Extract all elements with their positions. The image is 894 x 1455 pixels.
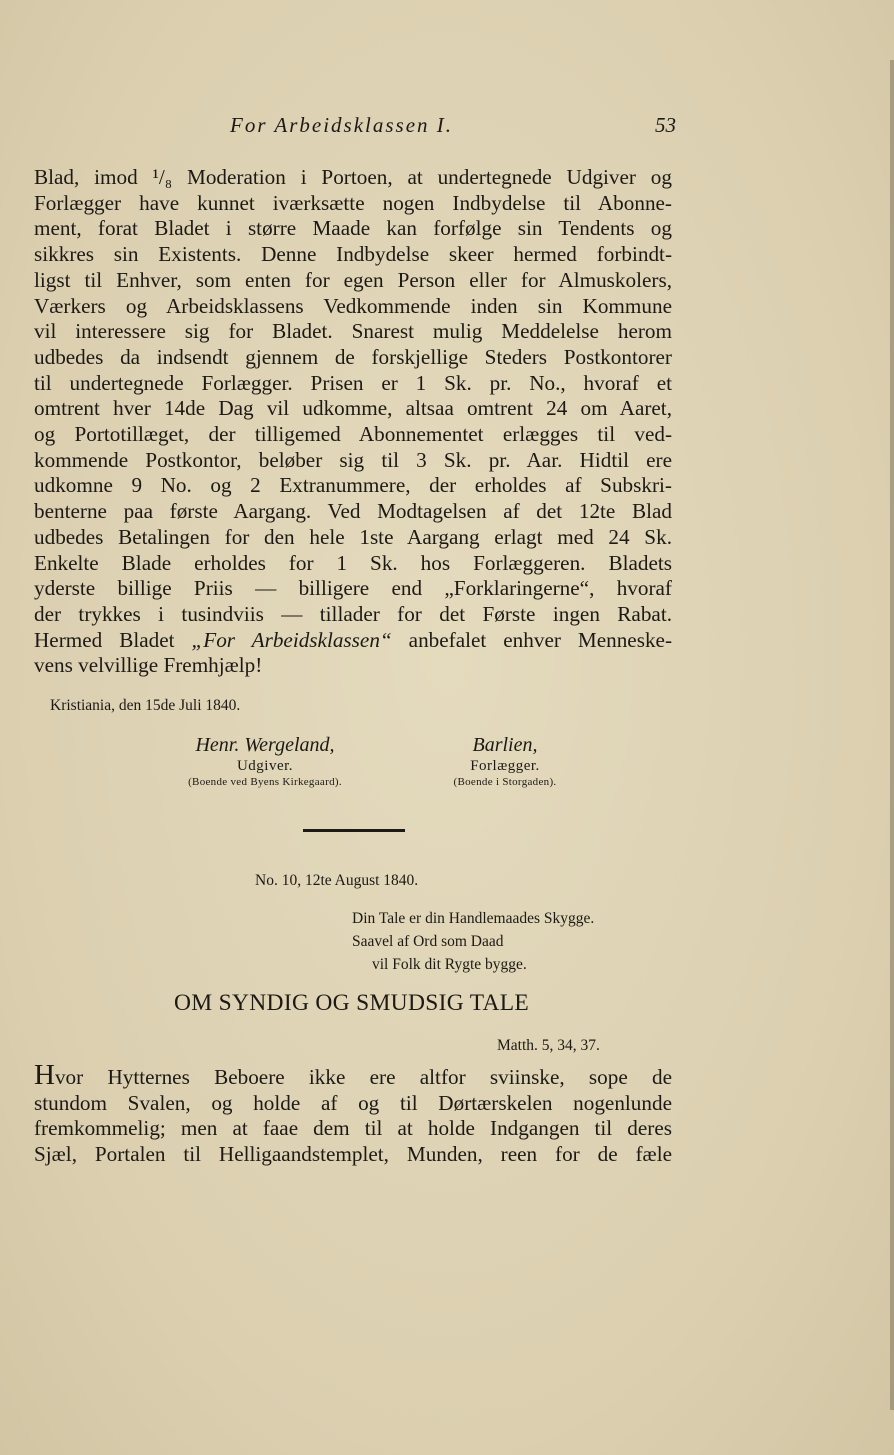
text-line: yderste billige Priis — billigere end „Forklaringerne“, hvoraf <box>34 576 672 601</box>
text-line: udbedes Betalingen for den hele 1ste Aargang erlagt med 24 Sk. <box>34 524 672 549</box>
text-line: Blad, imod ¹/₈ Moderation i Portoen, at undertegnede Udgiver og <box>34 165 672 189</box>
page-number: 53 <box>655 113 676 137</box>
section-divider <box>303 829 405 832</box>
text-line: ligst til Enhver, som enten for egen Person eller for Almuskolers, <box>34 267 672 292</box>
text-line <box>34 1059 672 1091</box>
text-line: kommende Postkontor, beløber sig til 3 Sk. pr. Aar. Hidtil ere <box>34 447 672 472</box>
section-title: OM SYNDIG OG SMUDSIG TALE <box>174 990 530 1016</box>
signature-role: Forlægger. <box>470 758 540 774</box>
text-line: vil interessere sig for Bladet. Snarest mulig Meddelelse herom <box>34 319 672 344</box>
page-header <box>230 113 676 141</box>
text-line <box>34 628 672 654</box>
text-line: sikkres sin Existents. Denne Indbydelse skeer hermed forbindt- <box>34 242 672 267</box>
text-line: udbedes da indsendt gjennem de forskjellige Steders Postkontorer <box>34 344 672 369</box>
page-edge-shadow <box>890 60 894 1410</box>
text-line: Værkers og Arbeidsklassens Vedkommende inden sin Kommune <box>34 293 672 318</box>
text-line: omtrent hver 14de Dag vil udkomme, altsaa omtrent 24 om Aaret, <box>34 396 672 421</box>
announcement-paragraph <box>34 165 672 679</box>
text-line: vens velvillige Fremhjælp! <box>34 653 263 678</box>
motto <box>352 907 594 976</box>
text-segment: vor Hytternes Beboere ikke ere altfor sviinske, sope de <box>54 1065 672 1089</box>
signature-address: (Boende i Storgaden). <box>453 776 557 788</box>
signature-name: Barlien, <box>472 734 538 756</box>
text-line: fremkommelig; men at faae dem til at holde Indgangen til deres <box>34 1116 672 1141</box>
text-line: udkomne 9 No. og 2 Extranummere, der erholdes af Subskri- <box>34 473 672 498</box>
scripture-reference: Matth. 5, 34, 37. <box>497 1037 600 1054</box>
text-line: og Portotillæget, der tilligemed Abonnementet erlægges til ved- <box>34 422 672 447</box>
text-line: til undertegnede Forlægger. Prisen er 1 Sk. pr. No., hvoraf et <box>34 370 672 395</box>
signature-printer <box>400 733 610 789</box>
text-line: ment, forat Bladet i større Maade kan forfølge sin Tendents og <box>34 216 672 241</box>
essay-paragraph <box>34 1059 672 1168</box>
text-line: benterne paa første Aargang. Ved Modtagelsen af det 12te Blad <box>34 499 672 524</box>
signature-name: Henr. Wergeland, <box>195 734 335 756</box>
text-segment: anbefalet enhver Menneske- <box>408 627 673 652</box>
place-date: Kristiania, den 15de Juli 1840. <box>50 697 241 714</box>
text-line: Sjæl, Portalen til Helligaandstemplet, Munden, reen for de fæle <box>34 1142 672 1167</box>
running-title: For Arbeidsklassen I. <box>230 113 454 137</box>
signature-address: (Boende ved Byens Kirkegaard). <box>188 776 342 788</box>
text-line: der trykkes i tusindviis — tillader for det Første ingen Rabat. <box>34 601 672 626</box>
journal-title: „For Arbeidsklassen“ <box>191 627 392 652</box>
signature-publisher <box>160 733 370 789</box>
text-line: Forlægger have kunnet iværksætte nogen Indbydelse til Abonne- <box>34 190 672 215</box>
motto-line: vil Folk dit Rygte bygge. <box>372 956 527 973</box>
signature-role: Udgiver. <box>236 758 294 774</box>
motto-line: Saavel af Ord som Daad <box>352 933 504 950</box>
drop-cap: H <box>34 1059 55 1091</box>
issue-line: No. 10, 12te August 1840. <box>255 872 419 889</box>
motto-line: Din Tale er din Handlemaades Skygge. <box>352 910 595 927</box>
text-segment: Hermed Bladet <box>34 627 175 652</box>
text-line: stundom Svalen, og holde af og til Dørtærskelen nogenlunde <box>34 1090 672 1115</box>
text-line: Enkelte Blade erholdes for 1 Sk. hos Forlæggeren. Bladets <box>34 550 672 575</box>
